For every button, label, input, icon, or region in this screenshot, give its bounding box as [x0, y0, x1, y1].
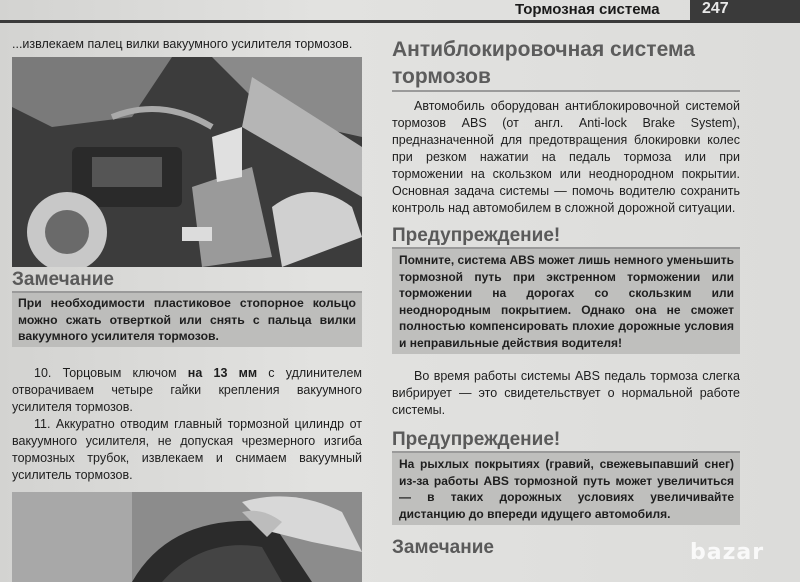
right-column: [392, 36, 740, 559]
note-heading-left: Замечание: [12, 269, 114, 290]
left-column: [12, 36, 362, 582]
warning-text-1: Помните, система ABS может лишь немного уменьшить тормозной путь при экстренном торможении или торможении на дорогах со скользким или неоднородным покрытием. Однако она не сможет полностью компенсировать плохие дорожные условия и неправильные действия водителя!: [399, 253, 734, 350]
warning-heading-1: Предупреждение!: [392, 225, 561, 246]
running-header-title: Тормозная система: [515, 1, 660, 18]
abs-vibration-text: Во время работы системы ABS педаль тормоза слегка вибрирует — это свидетельствует о нормальной работе системы.: [392, 369, 740, 417]
step-10-prefix: 10. Торцовым ключом: [34, 365, 188, 380]
title-rule: [392, 90, 740, 92]
note-text-left: При необходимости пластиковое стопорное кольцо можно сжать отверткой или снять с пальца вилки вакуумного усилителя тормозов.: [18, 296, 356, 343]
warning-heading-2: Предупреждение!: [392, 429, 561, 450]
step-11-text: 11. Аккуратно отводим главный тормозной цилиндр от вакуумного усилителя, не допуская чрезмерного изгиба тормозных трубок, извлекаем и снимаем вакуумный усилитель тормозов.: [12, 416, 362, 482]
step-10-suffix: с удлинителем отворачиваем четыре гайки крепления вакуумного усилителя тормозов.: [12, 365, 362, 414]
watermark-logo: bazar: [690, 540, 765, 565]
warning-box-2: [392, 453, 740, 525]
header-rule: [0, 20, 800, 23]
step-10-size: на 13 мм: [187, 365, 258, 380]
note-heading-right: Замечание: [392, 537, 494, 558]
step-10-text: [12, 365, 362, 416]
intro-text: ...извлекаем палец вилки вакуумного усилителя тормозов.: [12, 37, 353, 51]
abs-intro-text: Автомобиль оборудован антиблокировочной системой тормозов ABS (от англ. Anti-lock Brake System), предназначенной для предотвращения блокировки колес при резком нажатии на педаль тормоза или при торможении на скользком или неоднородном покрытии. Основная задача системы — помочь водителю сохранить контроль над автомобилем в сложной дорожной ситуации.: [392, 99, 740, 215]
note-box-left: [12, 293, 362, 347]
warning-box-1: [392, 249, 740, 354]
page-number: 247: [690, 0, 800, 20]
warning-text-2: На рыхлых покрытиях (гравий, свежевыпавший снег) из-за работы ABS тормозной путь может увеличиться — в таких дорожных условиях увеличивайте дистанцию до впереди идущего автомобиля.: [399, 457, 734, 521]
photo-brake-booster-fork: [12, 57, 362, 267]
section-title-abs: Антиблокировочная система тормозов: [392, 38, 695, 88]
photo-booster-removal: [12, 492, 362, 582]
